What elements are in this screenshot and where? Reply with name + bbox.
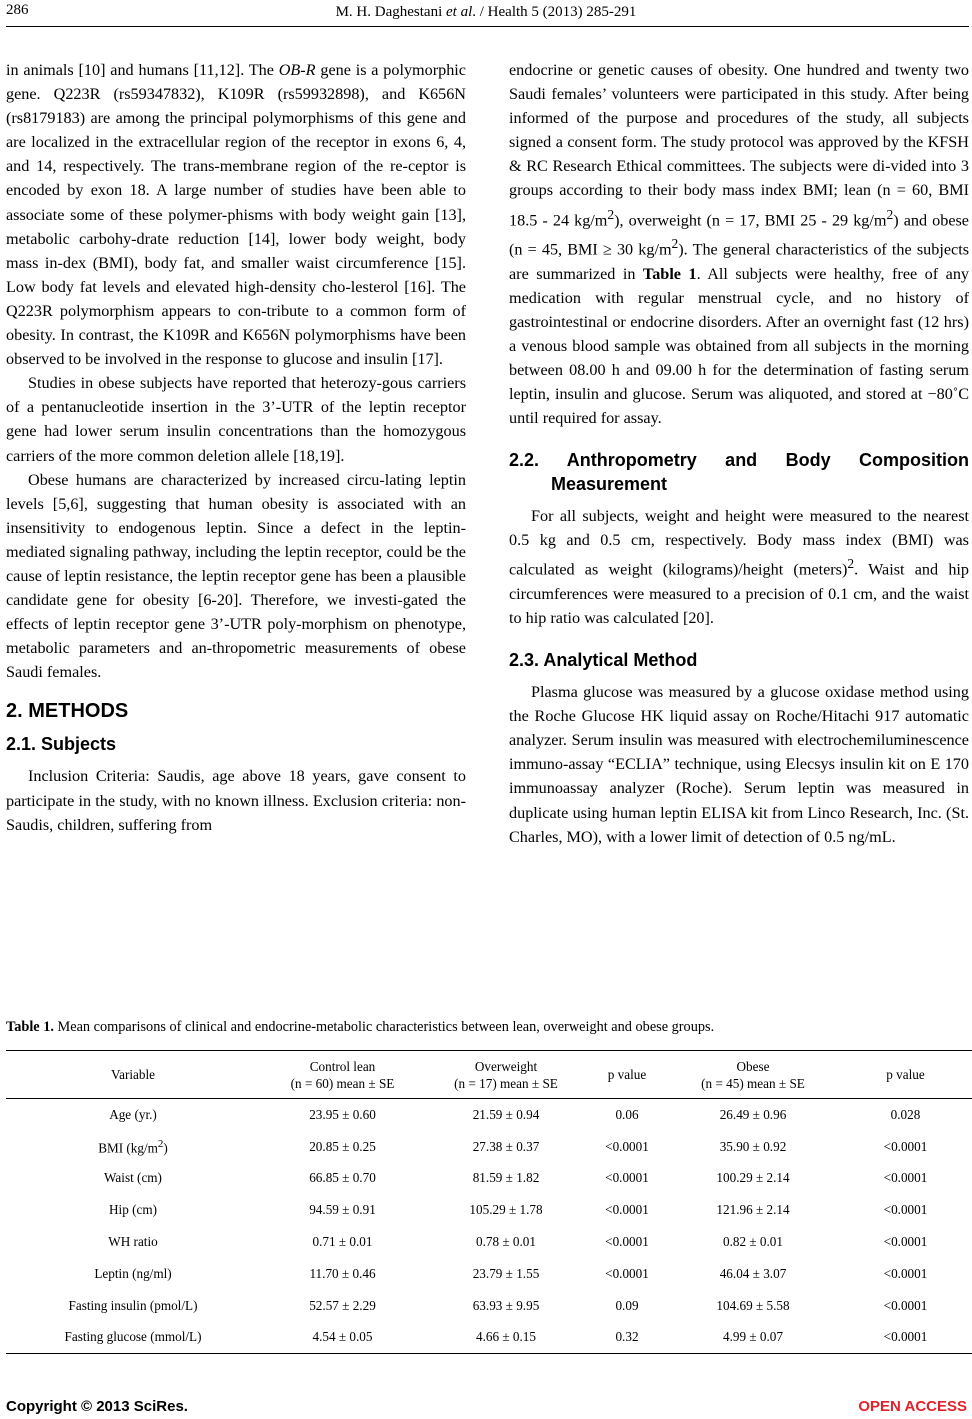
right-paragraph-1-text-b: ), overweight (n = 17, BMI 25 - 29 kg/m	[614, 210, 887, 229]
cell-lean: 20.85 ± 0.25	[309, 1138, 376, 1154]
cell-variable: Age (yr.)	[109, 1106, 157, 1122]
cell-obese: 104.69 ± 5.58	[716, 1297, 790, 1313]
superscript: 2	[157, 1137, 164, 1150]
cell-obese: 35.90 ± 0.92	[719, 1138, 787, 1154]
cell-variable-text: BMI (kg/m	[98, 1139, 158, 1155]
cell-p-value-2: <0.0001	[839, 1322, 972, 1354]
table-row	[6, 1131, 972, 1163]
cell-obese: 0.82 ± 0.01	[723, 1234, 783, 1250]
cell-lean: 23.95 ± 0.60	[309, 1106, 376, 1122]
cell-variable: Leptin (ng/ml)	[94, 1265, 172, 1281]
cell-p-value-2: <0.0001	[883, 1170, 928, 1186]
cell-p-value-2: <0.0001	[883, 1297, 928, 1313]
cell-obese: 4.99 ± 0.07	[667, 1322, 839, 1354]
cell-variable: Hip (cm)	[109, 1202, 157, 1218]
cell-obese: 26.49 ± 0.96	[719, 1106, 787, 1122]
superscript: 2	[886, 206, 894, 222]
left-paragraph-4: Inclusion Criteria: Saudis, age above 18 years, gave consent to participate in the study, with no known illness. Exclusion criteria: non-Saudis, children, suffering from	[6, 767, 466, 834]
cell-p-value-1: 0.09	[615, 1297, 639, 1313]
header-variable: Variable	[6, 1051, 260, 1099]
cell-p-value-1: 0.06	[615, 1106, 639, 1122]
table-row	[6, 1322, 972, 1354]
header-overweight-line-2: (n = 17) mean ± SE	[454, 1075, 558, 1091]
cell-obese: 121.96 ± 2.14	[716, 1202, 790, 1218]
cell-p-value-1: 0.32	[587, 1322, 667, 1354]
running-header-authors: M. H. Daghestani	[335, 4, 443, 20]
cell-p-value-2: <0.0001	[883, 1234, 928, 1250]
cell-p-value-1: <0.0001	[605, 1202, 649, 1218]
cell-overweight: 27.38 ± 0.37	[472, 1138, 540, 1154]
cell-lean: 0.71 ± 0.01	[312, 1234, 373, 1250]
right-paragraph-1-text-e: . All subjects were healthy, free of any medication with regular menstrual cycle, and no history of gastrointestinal or endocrine disorders. After an overnight fast (12 hrs) a venous blood sample was obtained from all subjects in the morning between 08.00 h and 09.00 h for the determination of fasting serum leptin, insulin and glucose. Serum was aliquoted, and stored at −80˚C until required for assay.	[509, 264, 970, 428]
cell-p-value-2: <0.0001	[883, 1138, 928, 1154]
header-obese	[667, 1051, 839, 1099]
cell-overweight: 4.66 ± 0.15	[425, 1322, 587, 1354]
copyright-notice: Copyright © 2013 SciRes.	[6, 1398, 188, 1415]
cell-p-value-1: <0.0001	[605, 1265, 649, 1281]
header-p-value-2: p value	[839, 1051, 972, 1099]
analytical-method-heading: 2.3. Analytical Method	[509, 650, 698, 671]
table-row	[6, 1163, 972, 1195]
table-reference-link[interactable]: Table 1	[642, 264, 697, 283]
header-obese-line-1: Obese	[736, 1058, 770, 1074]
right-column	[509, 58, 969, 849]
table-header-row	[6, 1051, 972, 1099]
cell-overweight: 21.59 ± 0.94	[472, 1106, 540, 1122]
right-paragraph-1-text-d: ). The general characteristics of the subjects are summarized in	[509, 240, 969, 283]
cell-p-value-1: <0.0001	[605, 1234, 649, 1250]
header-rule	[6, 26, 969, 27]
cell-p-value-1: <0.0001	[605, 1170, 649, 1186]
open-access-label: OPEN ACCESS	[858, 1398, 967, 1415]
superscript: 2	[671, 236, 679, 252]
table-caption	[6, 1017, 966, 1037]
running-header	[0, 4, 972, 21]
cell-lean: 52.57 ± 2.29	[309, 1297, 376, 1313]
running-header-journal: . / Health 5 (2013) 285-291	[472, 4, 637, 20]
cell-p-value-2: <0.0001	[883, 1265, 928, 1281]
right-paragraph-2-text-a: For all subjects, weight and height were measured to the nearest 0.5 kg and 0.5 cm, respectively. Body mass index (BMI) was calculated as weight (kilograms)/height (meters)	[509, 507, 969, 579]
cell-p-value-2: <0.0001	[883, 1202, 928, 1218]
cell-overweight: 105.29 ± 1.78	[469, 1202, 543, 1218]
cell-lean: 94.59 ± 0.91	[309, 1202, 376, 1218]
header-control-lean	[260, 1051, 425, 1099]
right-paragraph-1-text-a: endocrine or genetic causes of obesity. One hundred and twenty two Saudi females’ volunteers were participated in this study. After being informed of the purpose and procedures of the study, all subjects signed a consent form. The study protocol was approved by the KFSH & RC Research Ethical committees. The subjects were di-vided into 3 groups according to their body mass index BMI; lean (n = 60, BMI 18.5 - 24 kg/m	[509, 61, 969, 229]
subjects-heading: 2.1. Subjects	[6, 734, 117, 755]
table-row	[6, 1226, 972, 1258]
right-paragraph-1-text-c: ) and obese (n = 45, BMI ≥ 30 kg/m	[509, 210, 969, 259]
cell-overweight: 63.93 ± 9.95	[472, 1297, 540, 1313]
anthropometry-heading: 2.2. Anthropometry and Body Composition Measurement	[509, 450, 969, 495]
cell-obese: 100.29 ± 2.14	[716, 1170, 790, 1186]
cell-overweight: 0.78 ± 0.01	[476, 1234, 536, 1250]
header-obese-line-2: (n = 45) mean ± SE	[701, 1075, 805, 1091]
table-caption-text: Mean comparisons of clinical and endocrine-metabolic characteristics between lean, overweight and obese groups.	[53, 1019, 715, 1035]
left-paragraph-2: Studies in obese subjects have reported that heterozy-gous carriers of a pentanucleotide insertion in the 3’-UTR of the leptin receptor gene had lower serum insulin concentrations than the homozygous carriers of the more common deletion allele [18,19].	[6, 374, 466, 465]
cell-variable: WH ratio	[108, 1234, 158, 1250]
right-paragraph-2	[509, 504, 969, 630]
header-overweight-line-1: Overweight	[474, 1058, 538, 1074]
right-paragraph-3: Plasma glucose was measured by a glucose oxidase method using the Roche Glucose HK liquid assay on Roche/Hitachi 917 automatic analyzer. Serum insulin was measured with electrochemiluminescence immuno-assay “ECLIA” technique, using Elecsys insulin kit on E 170 immunoassay analyzer (Roche). Serum leptin was measured in duplicate using human leptin ELISA kit from Linco Research, Inc. (St. Charles, MO), with a lower limit of detection of 0.5 ng/mL.	[509, 683, 969, 846]
superscript: 2	[847, 556, 855, 572]
table-row	[6, 1290, 972, 1322]
left-paragraph-1-text-a: in animals [10] and humans [11,12]. The	[6, 61, 279, 79]
cell-lean: 4.54 ± 0.05	[260, 1322, 425, 1354]
table-row	[6, 1258, 972, 1290]
cell-variable-close: )	[163, 1139, 168, 1155]
cell-lean: 11.70 ± 0.46	[309, 1265, 376, 1281]
cell-variable: Fasting insulin (pmol/L)	[68, 1297, 198, 1313]
methods-heading: 2. METHODS	[6, 700, 129, 723]
cell-overweight: 23.79 ± 1.55	[472, 1265, 540, 1281]
table-row	[6, 1194, 972, 1226]
cell-overweight: 81.59 ± 1.82	[472, 1170, 540, 1186]
header-control-lean-line-1: Control lean	[309, 1058, 376, 1074]
header-overweight	[425, 1051, 587, 1099]
superscript: 2	[607, 206, 615, 222]
cell-p-value-2: 0.028	[890, 1106, 921, 1122]
left-paragraph-1	[6, 58, 466, 371]
gene-name: OB-R	[278, 61, 316, 79]
cell-p-value-1: <0.0001	[605, 1138, 649, 1154]
left-paragraph-3: Obese humans are characterized by increased circu-lating leptin levels [5,6], suggesting that human obesity is associated with an insensitivity to endogenous leptin. Since a defect in the leptin-mediated signaling pathway, including the leptin receptor, could be the cause of leptin resistance, the leptin receptor gene has been a plausible candidate gene for obesity [6-20]. Therefore, we investi-gated the effects of leptin receptor gene 3’-UTR poly-morphism on phenotype, metabolic parameters and an-thropometric measurements of obese Saudi females.	[6, 470, 466, 682]
cell-lean: 66.85 ± 0.70	[309, 1170, 376, 1186]
right-paragraph-1	[509, 58, 969, 430]
header-control-lean-line-2: (n = 60) mean ± SE	[290, 1075, 395, 1091]
cell-variable	[6, 1131, 260, 1163]
cell-variable: Fasting glucose (mmol/L)	[6, 1322, 260, 1354]
running-header-et-al: et al	[446, 4, 473, 20]
table-caption-label: Table 1.	[6, 1019, 54, 1035]
left-column	[6, 58, 466, 837]
right-paragraph-2-text-b: . Waist and hip circumferences were measured to a precision of 0.1 cm, and the waist to hip ratio was calculated [20].	[509, 560, 969, 627]
left-paragraph-1-text-b: gene is a polymorphic gene. Q223R (rs59347832), K109R (rs59932898), and K656N (rs8179183) are among the principal polymorphisms of this gene and are localized in the extracellular region of the receptor in exons 6, 4, and 14, respectively. The trans-membrane region of the re-ceptor is encoded by exon 18. A large number of studies have been able to associate some of these polymer-phisms with body weight gain [13], metabolic carbohy-drate reduction [14], lower body weight, body mass in-dex (BMI), body fat, and smaller waist circumference [15]. Low body fat levels and elevated high-density cho-lesterol [16]. The Q223R polymorphism appears to con-tribute to a common form of obesity. In contrast, the K109R and K656N polymorphisms have been observed to be involved in the response to glucose and insulin [17].	[6, 61, 466, 369]
cell-obese: 46.04 ± 3.07	[719, 1265, 787, 1281]
page-number: 286	[6, 2, 29, 18]
table-row	[6, 1099, 972, 1131]
characteristics-table	[6, 1050, 972, 1354]
cell-variable: Waist (cm)	[104, 1170, 162, 1186]
header-p-value-1: p value	[587, 1051, 667, 1099]
